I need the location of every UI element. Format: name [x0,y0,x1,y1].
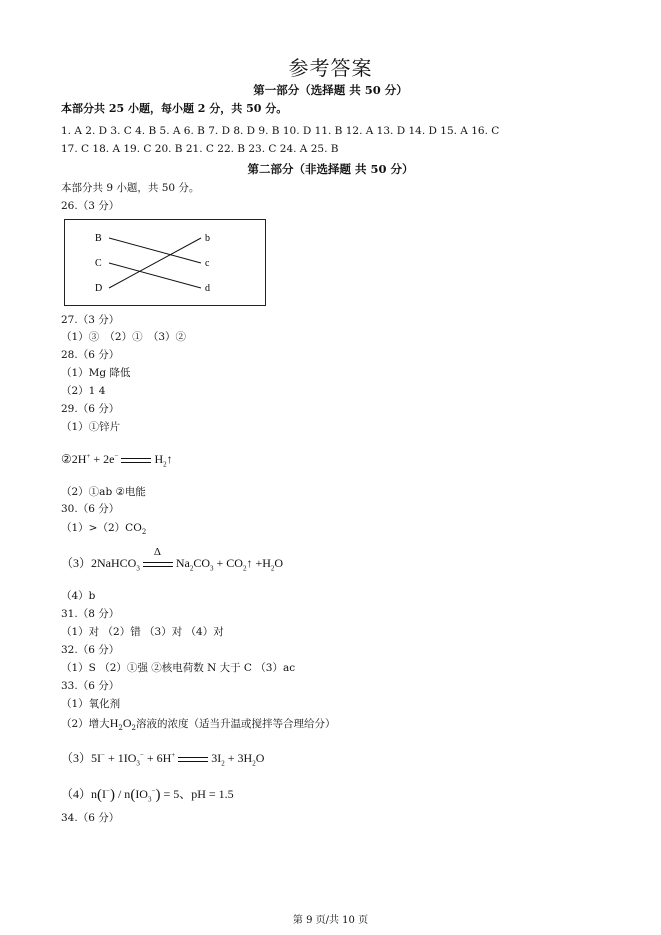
part2-intro: 本部分共 9 小题，共 50 分。 [61,182,200,194]
gas-arrow-icon: ↑ [166,452,173,466]
q33-eq-d: 3I [211,751,222,765]
q31-answer: （1）对 （2）错 （3）对 （4）对 [61,626,224,638]
match-line-d-b [109,238,201,288]
q30-answer-1 [61,521,146,535]
q33-eq-sup3: + [171,751,176,759]
q29-answer-2: （2）①ab ②电能 [61,486,146,498]
close-paren-icon: ) [155,787,161,803]
part1-answers-line2: 17. C 18. A 19. C 20. B 21. C 22. B 23. C 24. A 25. B [61,143,339,155]
q29-equation [61,452,173,469]
right-label-d: d [205,283,210,294]
match-line-c-d [109,263,201,288]
q33-a2-rest: 溶液的浓度（适当升温或搅拌等合理给分） [135,718,336,730]
q33-eq-prefix: （3） [61,751,92,765]
q33-a2-h: H [109,716,119,730]
q29-eq-rhs-sub: 2 [163,460,167,469]
q33-a4-prefix: （4） [61,787,92,801]
q30-eq-lhs-sub: 3 [136,564,140,573]
page-title: 参考答案 [288,56,373,80]
q30-a1-sub: 2 [141,528,147,537]
q30-eq-rhs-c: + CO [213,556,243,570]
q30-a1-text: （1）>（2）CO [61,522,142,534]
q33-a4-i: I [102,787,107,801]
q33-eq-b: + 1IO [104,751,137,765]
q28-answer-1: （1）Mg 降低 [61,367,131,379]
q28-answer-2: （2）1 4 [61,385,106,397]
q30-answer-4: （4）b [61,590,96,602]
q33-a4-sup1: − [106,787,110,795]
q30-eq-rhs-b: CO [193,556,211,570]
q30-eq-rhs-sub2: 3 [210,564,214,573]
q33-equation [61,751,265,768]
q33-eq-c: + 6H [143,751,172,765]
q33-a2-sub1: 2 [118,724,123,733]
q30-eq-rhs-e: O [274,556,284,570]
q28-heading: 28.（6 分） [61,349,120,361]
q33-a4-b: / n [114,787,131,801]
part1-intro: 本部分共 25 小题，每小题 2 分，共 50 分。 [61,102,288,115]
q29-heading: 29.（6 分） [61,403,120,415]
open-paren-icon: ( [97,787,103,803]
q33-a4-n1: n [91,787,98,801]
q33-a4-io: IO [135,787,148,801]
q33-eq-sup1: − [101,751,105,759]
part1-answers-line1: 1. A 2. D 3. C 4. B 5. A 6. B 7. D 8. D 9. B 10. D 11. B 12. A 13. D 14. D 15. A 16. C [61,125,500,137]
heat-condition-sign [143,546,173,566]
left-label-d: D [95,283,103,294]
q33-a4-sup2: − [151,787,156,795]
q33-answer-2 [61,716,335,731]
q33-eq-sub2: 2 [221,759,225,768]
q29-eq-minus: − [114,452,119,460]
q33-answer-4 [61,787,234,802]
q27-heading: 27.（3 分） [61,314,120,326]
q29-eq-rhs: H [154,452,164,466]
q29-eq-mid: + 2e [90,452,115,466]
q30-eq-rhs-sub4: 2 [270,564,275,573]
left-label-b: B [95,233,102,244]
q29-eq-lhs: 2H [71,452,87,466]
q29-answer-1: （1）①锌片 [61,421,121,433]
delta-icon: Δ [153,546,161,559]
q33-a4-c: = 5、pH = 1.5 [160,787,234,801]
q30-equation [61,546,284,573]
q30-heading: 30.（6 分） [61,503,120,515]
open-paren-icon: ( [130,787,136,803]
q30-eq-rhs-sub3: 2 [242,564,247,573]
q26-matching-figure [64,219,266,306]
q29-eq-prefix: ② [61,452,72,466]
q31-heading: 31.（8 分） [61,608,120,620]
q33-eq-sub1: 3 [136,759,140,768]
q32-answer: （1）S （2）①强 ②核电荷数 N 大于 C （3）ac [61,662,296,674]
q33-a2-sub2: 2 [131,724,136,733]
q33-heading: 33.（6 分） [61,680,120,692]
close-paren-icon: ) [109,787,115,803]
q27-answer: （1）③ （2）① （3）② [61,331,187,343]
q33-a2-o: O [122,716,132,730]
q33-a4-sub: 3 [147,795,152,804]
q33-a2-prefix: （2）增大 [61,718,110,730]
q30-eq-rhs-d: ↑ +H [246,556,271,570]
part2-heading: 第二部分（非选择题 共 50 分） [247,162,414,176]
equals-sign-double [121,458,151,463]
equals-sign-double [143,562,173,567]
match-line-b-c [109,238,201,263]
q33-eq-e: + 3H [224,751,253,765]
q30-eq-rhs-a: Na [175,556,190,570]
equals-sign-double [178,757,208,762]
q26-matching-svg [65,220,265,305]
q32-heading: 32.（6 分） [61,644,120,656]
q30-eq-lhs: 2NaHCO [91,556,137,570]
page-footer: 第 9 页/共 10 页 [292,915,369,926]
q33-answer-1: （1）氧化剂 [61,698,121,710]
q30-eq-prefix: （3） [61,556,92,570]
q30-eq-rhs-sub1: 2 [189,564,194,573]
q34-heading: 34.（6 分） [61,812,120,824]
q33-eq-sub3: 2 [252,759,256,768]
left-label-c: C [95,258,102,269]
q33-eq-a: 5I [91,751,102,765]
q26-heading: 26.（3 分） [61,200,120,212]
q29-eq-plus: + [86,452,91,460]
q33-eq-sup2: − [139,751,144,759]
q33-eq-f: O [255,751,265,765]
part1-heading: 第一部分（选择题 共 50 分） [253,83,408,97]
right-label-b: b [205,233,210,244]
right-label-c: c [205,258,210,269]
